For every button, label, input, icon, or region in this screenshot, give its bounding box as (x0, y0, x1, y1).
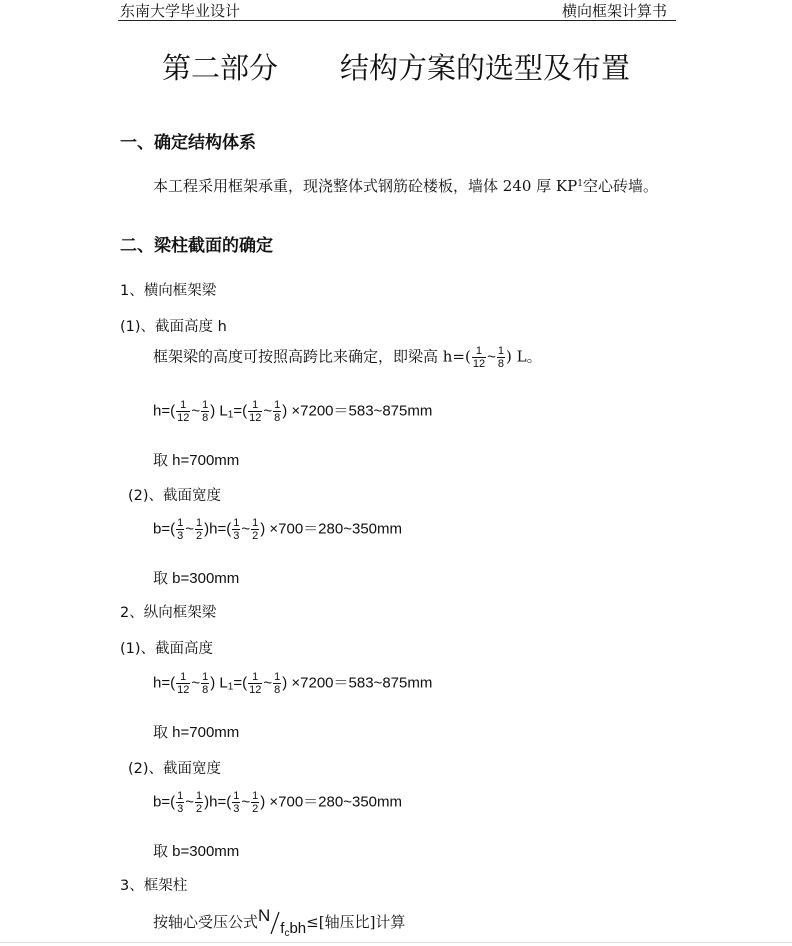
fraction-1-12 (472, 345, 486, 370)
subscript-1: 1 (227, 409, 234, 421)
tilde: ~ (241, 793, 251, 811)
part-title: 第二部分 (162, 51, 279, 85)
fraction-numerator: 1 (248, 399, 262, 412)
fraction-numerator: 1 (202, 671, 209, 683)
fraction-denominator: 3 (233, 530, 240, 542)
fraction-1-8 (273, 671, 281, 696)
tilde: ~ (487, 348, 496, 366)
item1-text-end: ) L。 (506, 347, 542, 366)
sub2-equation-b (153, 790, 402, 815)
eq-start: h=( (153, 674, 176, 692)
fraction-1-3 (176, 517, 184, 542)
fraction-denominator: 3 (177, 530, 184, 542)
sub2-heading: 2、纵向框架梁 (120, 605, 217, 621)
tilde: ~ (263, 402, 273, 420)
sub2-take-b: 取 b=300mm (153, 843, 240, 860)
eq-mid2: =( (233, 674, 248, 692)
fraction-1-12 (176, 671, 190, 696)
fraction-denominator: 2 (196, 803, 203, 815)
fraction-numerator: 1 (233, 517, 240, 529)
eq-end: ) ×700＝280~350mm (260, 793, 402, 811)
eq-mid: ) L (210, 402, 228, 420)
fraction-numerator: 1 (252, 517, 259, 529)
sub2-item2-label: (2)、截面宽度 (128, 761, 222, 777)
fraction-1-2 (195, 790, 203, 815)
sub3-heading: 3、框架柱 (120, 878, 188, 894)
tilde: ~ (185, 520, 194, 538)
tilde: ~ (191, 402, 201, 420)
fraction-numerator: 1 (176, 671, 190, 684)
eq-mid: )h=( (204, 793, 232, 811)
fraction-1-3 (176, 790, 184, 815)
sub2-item1-label: (1)、截面高度 (120, 641, 214, 657)
chapter-title: 结构方案的选型及布置 (340, 51, 631, 85)
sub2-take-h: 取 h=700mm (153, 724, 240, 741)
eq-end: ) ×7200＝583~875mm (282, 402, 433, 420)
formula-c-sub: c (284, 928, 290, 939)
eq-end: ) ×700＝280~350mm (260, 520, 402, 538)
fraction-1-2 (251, 517, 259, 542)
sub1-item1-label: (1)、截面高度 h (120, 319, 227, 335)
fraction-denominator: 12 (249, 684, 262, 696)
fraction-denominator: 8 (274, 684, 281, 696)
sub1-equation-h (153, 399, 432, 424)
item1-text: 框架梁的高度可按照高跨比来确定，即梁高 h=( (153, 347, 471, 366)
fraction-denominator: 8 (274, 412, 281, 424)
eq-mid: ) L (210, 674, 228, 692)
fraction-denominator: 2 (252, 530, 259, 542)
sub2-equation-h (153, 671, 432, 696)
fraction-1-12 (176, 399, 190, 424)
formula-f: f (280, 920, 285, 937)
fraction-1-2 (195, 517, 203, 542)
fraction-1-8 (497, 345, 505, 370)
fraction-denominator: 8 (202, 412, 209, 424)
fraction-denominator: 8 (497, 358, 504, 370)
fraction-1-12 (248, 399, 262, 424)
fraction-1-8 (273, 399, 281, 424)
tilde: ~ (241, 520, 251, 538)
fraction-numerator: 1 (196, 517, 203, 529)
fraction-numerator: 1 (176, 399, 190, 412)
tilde: ~ (191, 674, 201, 692)
sub1-equation-b (153, 517, 402, 542)
fraction-denominator: 3 (177, 803, 184, 815)
eq-mid: )h=( (204, 520, 232, 538)
fraction-numerator: 1 (274, 671, 281, 683)
sub1-item1-text (153, 345, 542, 370)
fraction-denominator: 8 (202, 684, 209, 696)
sub3-text: 按轴心受压公式 (153, 913, 259, 931)
eq-end: ) ×7200＝583~875mm (282, 674, 433, 692)
section2-heading: 二、梁柱截面的确定 (120, 236, 273, 256)
fraction-1-8 (201, 399, 209, 424)
fraction-numerator: 1 (472, 345, 486, 358)
header-right: 横向框架计算书 (562, 2, 668, 20)
formula-bh: bh (289, 920, 307, 937)
fraction-numerator: 1 (202, 399, 209, 411)
fraction-denominator: 2 (196, 530, 203, 542)
fraction-denominator: 3 (233, 803, 240, 815)
section1-body-text: 本工程采用框架承重，现浇整体式钢筋砼楼板，墙体 240 厚 KP (153, 177, 578, 195)
section1-body-end: 空心砖墙。 (582, 177, 658, 195)
fraction-1-12 (248, 671, 262, 696)
fraction-numerator: 1 (274, 399, 281, 411)
section1-body (153, 175, 658, 196)
header-left: 东南大学毕业设计 (120, 2, 241, 20)
sub3-rest: ≤[轴压比]计算 (306, 913, 406, 931)
slash-mark (270, 911, 280, 935)
tilde: ~ (185, 793, 194, 811)
fraction-numerator: 1 (252, 790, 259, 802)
eq-start: b=( (153, 793, 176, 811)
eq-start: h=( (153, 402, 176, 420)
fraction-1-2 (251, 790, 259, 815)
sub1-item2-label: (2)、截面宽度 (128, 488, 222, 504)
fraction-1-3 (232, 790, 240, 815)
fraction-numerator: 1 (248, 671, 262, 684)
fraction-1-3 (232, 517, 240, 542)
formula-N: N (258, 906, 271, 925)
fraction-denominator: 12 (177, 684, 190, 696)
header-rule (118, 20, 676, 21)
fraction-denominator: 12 (177, 412, 190, 424)
subscript-1: 1 (227, 681, 234, 693)
tilde: ~ (263, 674, 273, 692)
fraction-numerator: 1 (497, 345, 504, 357)
fraction-1-8 (201, 671, 209, 696)
fraction-denominator: 12 (472, 358, 486, 370)
sub3-formula-line (153, 906, 405, 939)
section1-heading: 一、确定结构体系 (120, 133, 256, 153)
fraction-denominator: 2 (252, 803, 259, 815)
sub1-heading: 1、横向框架梁 (120, 283, 217, 299)
fraction-numerator: 1 (196, 790, 203, 802)
fraction-numerator: 1 (233, 790, 240, 802)
fraction-numerator: 1 (177, 517, 184, 529)
sub1-take-h: 取 h=700mm (153, 452, 240, 469)
fraction-numerator: 1 (177, 790, 184, 802)
eq-mid2: =( (233, 402, 248, 420)
kp-superscript: 1 (577, 179, 583, 189)
sub1-take-b: 取 b=300mm (153, 570, 240, 587)
fraction-denominator: 12 (249, 412, 262, 424)
page-bottom-edge (0, 942, 792, 943)
eq-start: b=( (153, 520, 176, 538)
